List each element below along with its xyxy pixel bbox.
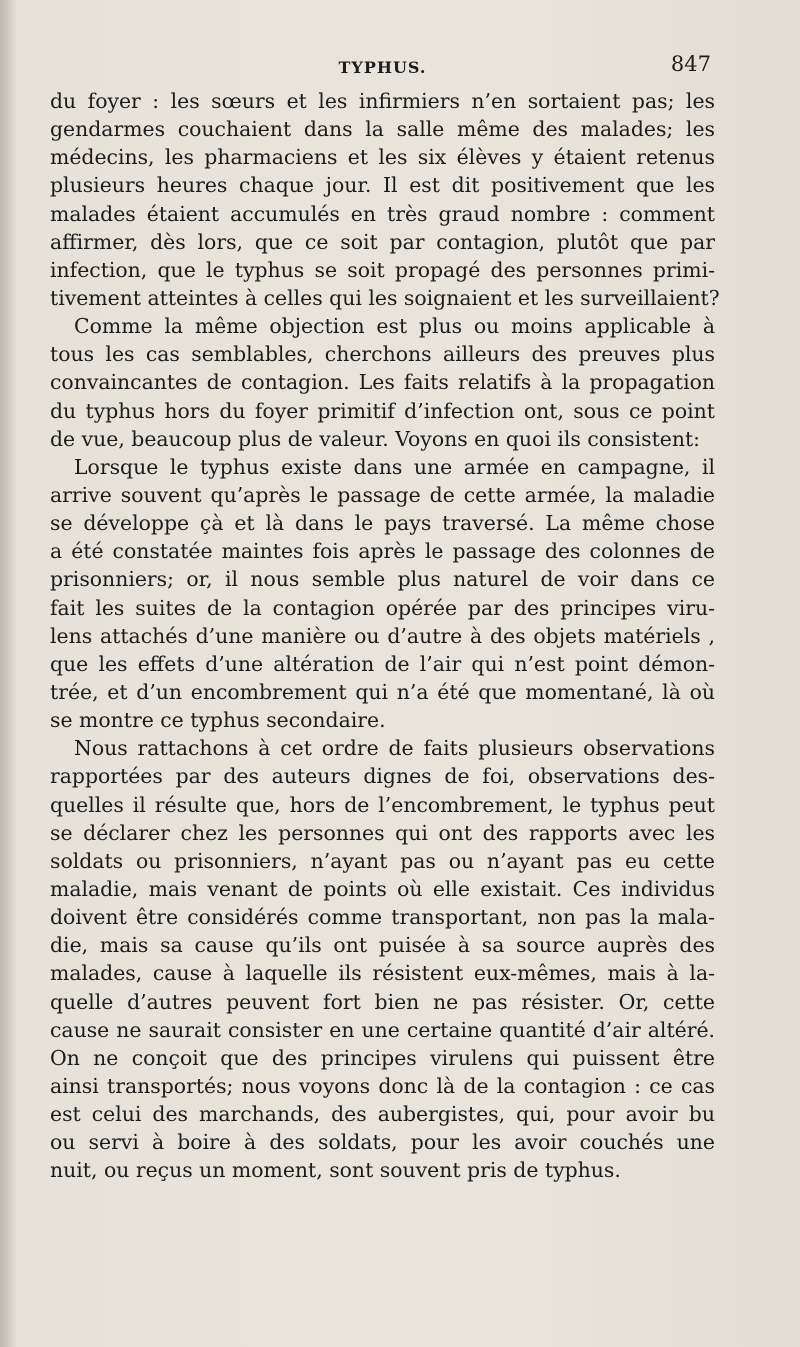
text-line: tous les cas semblables, cherchons ailleurs des preuves plus bbox=[50, 342, 715, 367]
running-head bbox=[50, 52, 715, 82]
text-line: lens attachés d’une manière ou d’autre à des objets matériels , bbox=[50, 623, 715, 648]
running-title: TYPHUS. bbox=[338, 58, 427, 77]
text-line: ainsi transportés; nous voyons donc là de la contagion : ce cas bbox=[50, 1073, 715, 1098]
text-line: se montre ce typhus secondaire. bbox=[50, 708, 386, 733]
text-line: Comme la même objection est plus ou moins applicable à bbox=[74, 314, 715, 339]
text-line: affirmer, dès lors, que ce soit par contagion, plutôt que par bbox=[50, 229, 715, 254]
text-line: nuit, ou reçus un moment, sont souvent pris de typhus. bbox=[50, 1158, 621, 1183]
text-line: Lorsque le typhus existe dans une armée en campagne, il bbox=[74, 454, 715, 479]
text-line: de vue, beaucoup plus de valeur. Voyons en quoi ils consistent: bbox=[50, 426, 701, 451]
text-line: cause ne saurait consister en une certaine quantité d’air altéré. bbox=[50, 1017, 715, 1042]
text-line: maladie, mais venant de points où elle existait. Ces individus bbox=[50, 876, 715, 901]
text-line: doivent être considérés comme transportant, non pas la mala- bbox=[50, 905, 715, 930]
page-number: 847 bbox=[670, 52, 711, 76]
text-line: malades étaient accumulés en très graud nombre : comment bbox=[50, 201, 715, 226]
text-line: convaincantes de contagion. Les faits relatifs à la propagation bbox=[50, 370, 715, 395]
text-line: du typhus hors du foyer primitif d’infection ont, sous ce point bbox=[50, 398, 715, 423]
text-line: fait les suites de la contagion opérée par des principes viru- bbox=[50, 595, 715, 620]
text-line: prisonniers; or, il nous semble plus naturel de voir dans ce bbox=[50, 567, 715, 592]
text-line: se déclarer chez les personnes qui ont des rapports avec les bbox=[50, 820, 715, 845]
text-line: infection, que le typhus se soit propagé des personnes primi- bbox=[50, 257, 715, 282]
text-line: malades, cause à laquelle ils résistent eux-mêmes, mais à la- bbox=[50, 961, 715, 986]
text-line: se développe çà et là dans le pays traversé. La même chose bbox=[50, 511, 715, 536]
text-line: médecins, les pharmaciens et les six élèves y étaient retenus bbox=[50, 145, 715, 170]
text-line: Nous rattachons à cet ordre de faits plusieurs observations bbox=[74, 736, 715, 761]
text-line: arrive souvent qu’après le passage de cette armée, la maladie bbox=[50, 482, 715, 507]
text-line: gendarmes couchaient dans la salle même des malades; les bbox=[50, 117, 715, 142]
text-line: quelle d’autres peuvent fort bien ne pas résister. Or, cette bbox=[50, 989, 715, 1014]
text-line: est celui des marchands, des aubergistes, qui, pour avoir bu bbox=[50, 1102, 715, 1127]
text-line: ou servi à boire à des soldats, pour les avoir couchés une bbox=[50, 1130, 715, 1155]
text-line: rapportées par des auteurs dignes de foi, observations des- bbox=[50, 764, 715, 789]
text-line: plusieurs heures chaque jour. Il est dit positivement que les bbox=[50, 173, 715, 198]
text-line: trée, et d’un encombrement qui n’a été que momentané, là où bbox=[50, 679, 715, 704]
gutter-shadow bbox=[0, 0, 16, 1347]
text-line: a été constatée maintes fois après le passage des colonnes de bbox=[50, 539, 715, 564]
text-line: quelles il résulte que, hors de l’encombrement, le typhus peut bbox=[50, 792, 715, 817]
text-line: du foyer : les sœurs et les infirmiers n’en sortaient pas; les bbox=[50, 89, 715, 113]
text-line: On ne conçoit que des principes virulens qui puissent être bbox=[50, 1045, 715, 1070]
text-line: tivement atteintes à celles qui les soignaient et les surveillaient? bbox=[50, 285, 720, 310]
body-text bbox=[50, 87, 720, 1184]
text-line: que les effets d’une altération de l’air qui n’est point démon- bbox=[50, 651, 715, 676]
text-line: die, mais sa cause qu’ils ont puisée à sa source auprès des bbox=[50, 933, 715, 958]
text-line: soldats ou prisonniers, n’ayant pas ou n’ayant pas eu cette bbox=[50, 848, 715, 873]
